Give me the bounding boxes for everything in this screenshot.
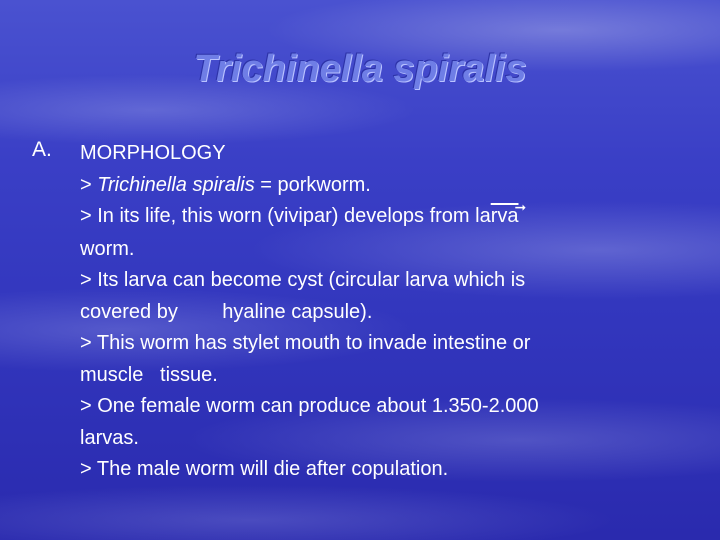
bullet-line: [80, 201, 670, 234]
species-name: Trichinella spiralis: [97, 173, 255, 196]
bullet-continuation: worm.: [80, 237, 135, 260]
slide-title: Trichinella spiralis: [193, 48, 527, 90]
bullet-line: > One female worm can produce about 1.350-2.000: [80, 395, 539, 417]
section-heading: MORPHOLOGY: [80, 142, 226, 164]
arrow-icon: ➞: [514, 199, 527, 215]
bullet-text: = porkworm.: [254, 173, 371, 196]
bullet-continuation: muscle tissue.: [80, 363, 218, 386]
bullet-text: > In its life, this worn (vivipar) develops from la: [80, 205, 491, 227]
bullet-continuation: covered by hyaline capsule).: [80, 300, 373, 323]
overlined-text: $\overline{rva}$: [490, 205, 519, 227]
bullet-line: > Its larva can become cyst (circular larva which is: [80, 269, 526, 291]
section-marker: A.: [32, 138, 52, 161]
bullet-line: [80, 170, 670, 202]
bullet-prefix: >: [80, 173, 98, 196]
bullet-continuation: larvas.: [80, 426, 139, 449]
bullet-line: > The male worm will die after copulation.: [80, 458, 449, 480]
bullet-line: > This worm has stylet mouth to invade intestine or: [80, 332, 531, 354]
slide-content: [80, 138, 670, 486]
